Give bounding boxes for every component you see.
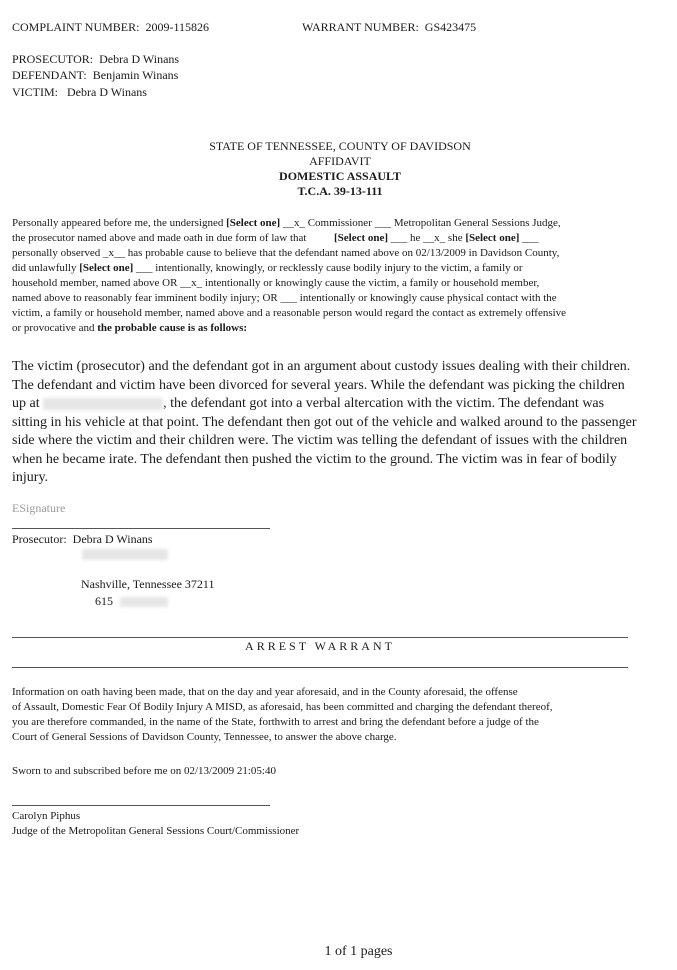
probable-cause-label: the probable cause is as follows: (97, 322, 248, 334)
prosecutor-sig-name: Debra D Winans (72, 532, 153, 546)
warrant-top-rule (12, 637, 628, 638)
redacted-phone (120, 597, 168, 607)
complaint-number-label: COMPLAINT NUMBER: (12, 20, 140, 34)
warrant-number-value: GS423475 (424, 20, 477, 34)
select-one-dropdown[interactable]: [Select one] (333, 232, 389, 244)
victim-value: Debra D Winans (67, 85, 147, 99)
affidavit-line-3: personally observed _x__ has probable cause to believe that the defendant named above on 02/13/2009 in Davidson County, (12, 247, 560, 259)
redacted-address (43, 398, 163, 410)
affidavit-line-4 (12, 261, 665, 276)
affidavit-paragraph (12, 216, 665, 336)
affidavit-text: the prosecutor named above and made oath in due form of law that (12, 232, 310, 244)
complaint-number-line (12, 20, 209, 35)
warrant-line-2: of Assault, Domestic Fear Of Bodily Injury A MISD, as aforesaid, has been committed and charging the defendant thereof, (12, 701, 553, 713)
title-affidavit: AFFIDAVIT (309, 154, 371, 168)
prosecutor-sig-label: Prosecutor: (12, 532, 67, 546)
victim-line (12, 85, 179, 100)
affidavit-line-2 (12, 231, 665, 246)
narrative-text: , the defendant got into a verbal altercation with the victim. The defendant was sitting in his vehicle at that point. The defendant then got out of the vehicle and walked around to the passenger side where the victim and their children were. The victim was telling the defendant of issues with the children when he became irate. The defendant then pushed the victim to the ground. The victim was in fear of bodily injury. (12, 396, 637, 485)
prosecutor-label: PROSECUTOR: (12, 52, 94, 66)
warrant-line-4: Court of General Sessions of Davidson County, Tennessee, to answer the above charge. (12, 731, 397, 743)
esignature-label: ESignature (12, 501, 66, 515)
city-state-zip: Nashville, Tennessee 37211 (81, 577, 215, 591)
sworn-statement: Sworn to and subscribed before me on 02/13/2009 21:05:40 (12, 765, 276, 777)
title-statute: T.C.A. 39-13-111 (297, 184, 383, 198)
narrative-text: The victim (prosecutor) and the defendant got in an argument about custody issues dealing with their children. The defendant and victim have been divorced for several years. While the defendant was picking the children up at (12, 359, 631, 411)
affidavit-line-8 (12, 321, 665, 336)
affidavit-line-1 (12, 216, 665, 231)
affidavit-text: ___ (519, 232, 539, 244)
judge-title: Judge of the Metropolitan General Sessions Court/Commissioner (12, 825, 300, 837)
judge-name: Carolyn Piphus (12, 810, 81, 822)
probable-cause-narrative (12, 358, 640, 488)
arrest-warrant-heading: ARREST WARRANT (245, 639, 395, 653)
party-block (12, 52, 179, 100)
select-one-dropdown[interactable]: [Select one] (465, 232, 520, 244)
judge-signature-line (12, 805, 270, 806)
affidavit-text: ___ he __x_ she (388, 232, 466, 244)
defendant-line (12, 68, 179, 83)
phone-line (95, 594, 168, 609)
select-one-dropdown[interactable]: [Select one] (226, 217, 281, 229)
redacted-street-address (82, 549, 168, 560)
defendant-label: DEFENDANT: (12, 68, 87, 82)
warrant-bottom-rule (12, 667, 628, 668)
defendant-value: Benjamin Winans (92, 68, 179, 82)
phone-area-code: 615 (95, 594, 113, 608)
prosecutor-value: Debra D Winans (99, 52, 180, 66)
affidavit-text: or provocative and (12, 322, 98, 334)
title-offense: DOMESTIC ASSAULT (279, 169, 401, 183)
warrant-number-label: WARRANT NUMBER: (302, 20, 419, 34)
affidavit-text: __x_ Commissioner ___ Metropolitan General Sessions Judge, (280, 217, 561, 229)
complaint-number-value: 2009-115826 (145, 20, 210, 34)
page-count: 1 of 1 pages (324, 944, 393, 959)
affidavit-line-7: victim, a family or household member, named above and a reasonable person would regard the contact as extremely offensive (12, 307, 567, 319)
warrant-number-line (302, 20, 476, 35)
document-title (110, 139, 570, 199)
victim-label: VICTIM: (12, 85, 58, 99)
warrant-line-1: Information on oath having been made, that on the day and year aforesaid, and in the County aforesaid, the offense (12, 686, 518, 698)
affidavit-line-6: named above to reasonably fear imminent bodily injury; OR ___ intentionally or knowingly cause physical contact with the (12, 292, 557, 304)
affidavit-text: Personally appeared before me, the undersigned (12, 217, 227, 229)
warrant-line-3: you are therefore commanded, in the name of the State, forthwith to arrest and bring the defendant before a judge of the (12, 716, 539, 728)
prosecutor-line (12, 52, 179, 67)
select-one-dropdown[interactable]: [Select one] (79, 262, 134, 274)
affidavit-text: did unlawfully (12, 262, 80, 274)
prosecutor-signature-line (12, 532, 153, 547)
affidavit-line-5: household member, named above OR __x_ intentionally or knowingly cause the victim, a family or household member, (12, 277, 540, 289)
affidavit-text: ___ intentionally, knowingly, or recklessly cause bodily injury to the victim, a family or (133, 262, 523, 274)
title-state-county: STATE OF TENNESSEE, COUNTY OF DAVIDSON (209, 139, 471, 153)
warrant-paragraph (12, 685, 553, 745)
signature-line (12, 528, 270, 529)
